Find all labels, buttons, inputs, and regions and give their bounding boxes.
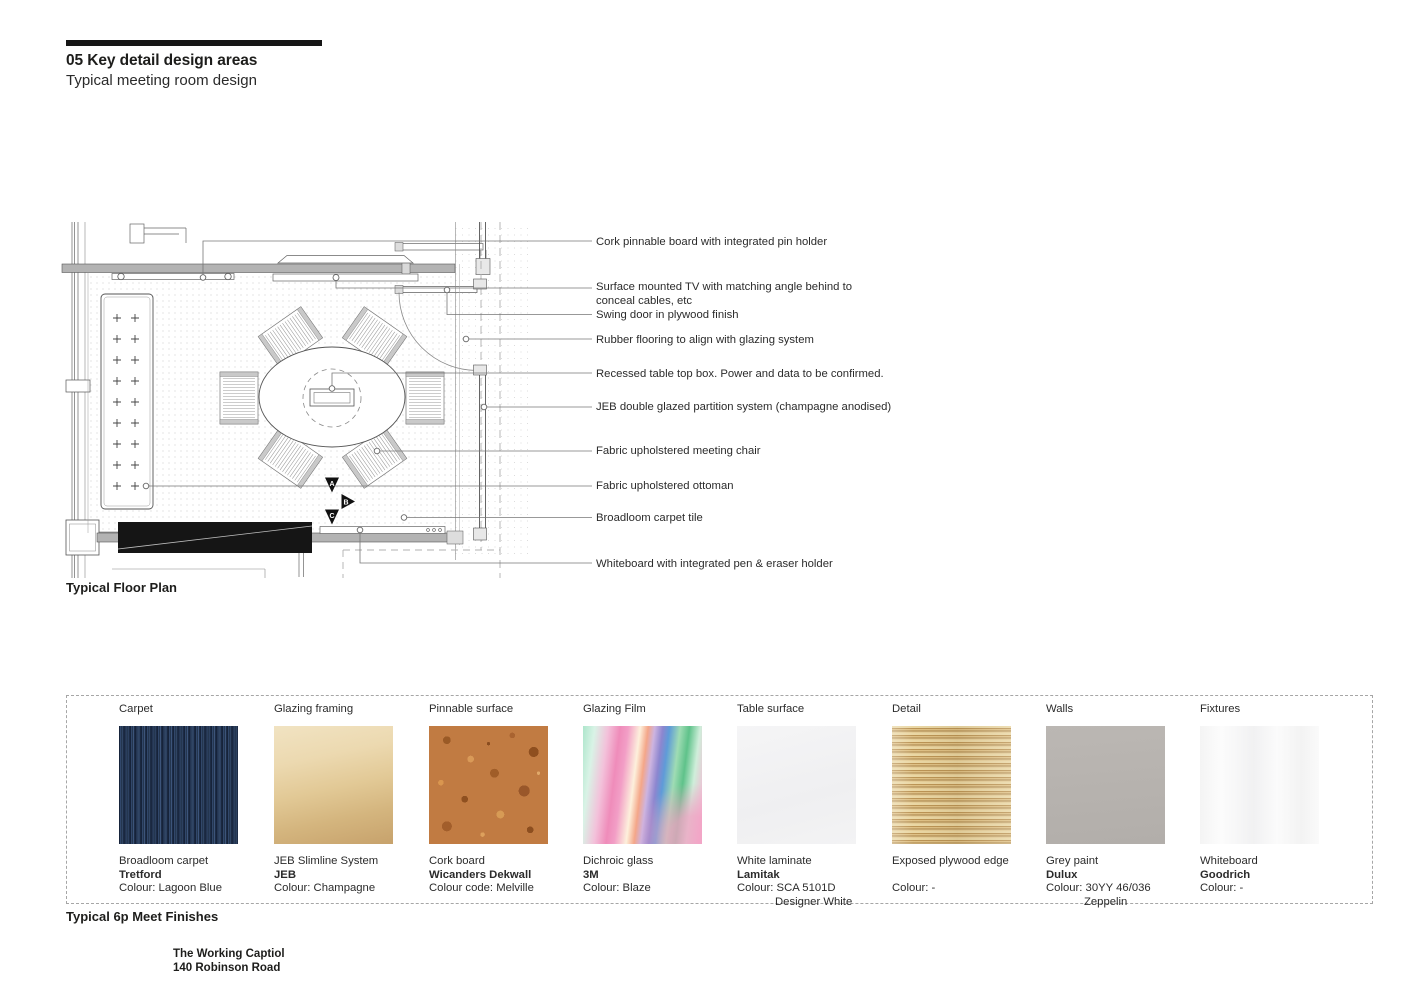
finish-material: Cork board <box>429 855 485 867</box>
whiteboard-strip <box>320 527 445 534</box>
finish-brand: Lamitak <box>737 868 780 881</box>
finish-description <box>737 855 889 909</box>
laminate-swatch <box>737 726 856 844</box>
ottoman <box>101 294 153 509</box>
finish-description <box>892 855 1044 896</box>
wall-break <box>66 380 90 392</box>
finish-description <box>1046 855 1198 909</box>
finish-colour-2: Zeppelin <box>1084 895 1128 908</box>
project-name: The Working Captiol <box>173 948 285 960</box>
wall-column <box>66 520 99 555</box>
finish-description <box>119 855 271 896</box>
finish-category: Pinnable surface <box>429 703 514 715</box>
carpet-swatch <box>119 726 238 844</box>
whiteboard-swatch <box>1200 726 1319 844</box>
finish-category: Fixtures <box>1200 703 1241 715</box>
finish-category: Table surface <box>737 703 805 715</box>
finish-brand: Tretford <box>119 868 162 881</box>
finish-colour-2: Designer White <box>775 895 853 908</box>
finish-colour: Colour: - <box>892 882 936 895</box>
grey-paint-swatch <box>1046 726 1165 844</box>
floor-plan-drawing <box>55 215 605 585</box>
finishes-caption: Typical 6p Meet Finishes <box>66 909 219 924</box>
callout-cork-board: Cork pinnable board with integrated pin holder <box>596 235 828 248</box>
callout-tv: Surface mounted TV with matching angle behind to conceal cables, etc <box>596 281 853 308</box>
callout-partition: JEB double glazed partition system (champagne anodised) <box>596 401 892 413</box>
callout-meeting-chair: Fabric upholstered meeting chair <box>596 444 761 457</box>
finish-description <box>1200 855 1352 896</box>
project-address: 140 Robinson Road <box>173 961 281 974</box>
callout-whiteboard: Whiteboard with integrated pen & eraser holder <box>596 557 833 570</box>
adjacent-door-detail <box>130 224 186 243</box>
finish-category: Detail <box>892 703 921 715</box>
finish-colour: Colour: Champagne <box>274 882 376 895</box>
finish-colour: Colour: 30YY 46/036 <box>1046 882 1151 895</box>
finish-material: Dichroic glass <box>583 855 654 867</box>
finish-description <box>583 855 735 896</box>
finish-item-pinnable <box>429 695 581 905</box>
finish-brand: JEB <box>274 868 296 881</box>
finish-brand: Dulux <box>1046 868 1078 881</box>
page-title: 05 Key detail design areas <box>66 52 258 69</box>
finish-colour: Colour code: Melville <box>429 882 534 895</box>
finish-category: Glazing framing <box>274 703 354 715</box>
finish-item-fixtures <box>1200 695 1352 905</box>
finish-item-table-surface <box>737 695 889 908</box>
finish-colour: Colour: Lagoon Blue <box>119 882 223 895</box>
finish-brand: Wicanders Dekwall <box>429 868 532 881</box>
finish-brand: 3M <box>583 868 599 881</box>
finish-item-glazing-film <box>583 695 735 905</box>
champagne-swatch <box>274 726 393 844</box>
finish-item-detail <box>892 695 1044 905</box>
floor-plan-caption: Typical Floor Plan <box>66 580 178 595</box>
finish-brand: Goodrich <box>1200 868 1251 881</box>
cork-swatch <box>429 726 548 844</box>
section-marker-c-label: C <box>329 512 335 520</box>
finish-category: Walls <box>1046 703 1074 715</box>
callout-table-top-box: Recessed table top box. Power and data to be confirmed. <box>596 367 884 380</box>
cork-pin-rail <box>112 273 234 279</box>
finish-item-carpet <box>119 695 271 905</box>
callout-swing-door: Swing door in plywood finish <box>596 308 739 321</box>
finish-category: Glazing Film <box>583 703 646 715</box>
page-subtitle: Typical meeting room design <box>66 72 257 89</box>
plywood-swatch <box>892 726 1011 844</box>
finish-material: Grey paint <box>1046 855 1099 867</box>
top-wall <box>62 264 455 273</box>
section-marker-b-label: B <box>343 499 349 507</box>
finish-material: Whiteboard <box>1200 855 1258 867</box>
finish-brand <box>892 869 1044 883</box>
callout-rubber-flooring: Rubber flooring to align with glazing system <box>596 333 814 346</box>
meeting-table <box>259 347 405 447</box>
finish-item-glazing-framing <box>274 695 426 905</box>
finish-description <box>429 855 581 896</box>
joinery-unit <box>118 522 312 553</box>
finish-material: JEB Slimline System <box>274 855 379 867</box>
finish-item-walls <box>1046 695 1198 908</box>
section-marker-a-label: A <box>329 480 335 488</box>
callout-ottoman: Fabric upholstered ottoman <box>596 480 734 492</box>
section-rule-bar <box>66 40 322 46</box>
callout-carpet-tile: Broadloom carpet tile <box>596 511 703 524</box>
finish-colour: Colour: - <box>1200 882 1244 895</box>
finish-description <box>274 855 426 896</box>
dichroic-swatch <box>583 726 702 844</box>
finish-colour: Colour: Blaze <box>583 882 651 895</box>
finish-material: Broadloom carpet <box>119 855 209 867</box>
finish-material: White laminate <box>737 855 812 867</box>
finish-material: Exposed plywood edge <box>892 855 1009 867</box>
finish-category: Carpet <box>119 703 153 715</box>
finish-colour: Colour: SCA 5101D <box>737 882 836 895</box>
project-footer <box>173 948 285 976</box>
